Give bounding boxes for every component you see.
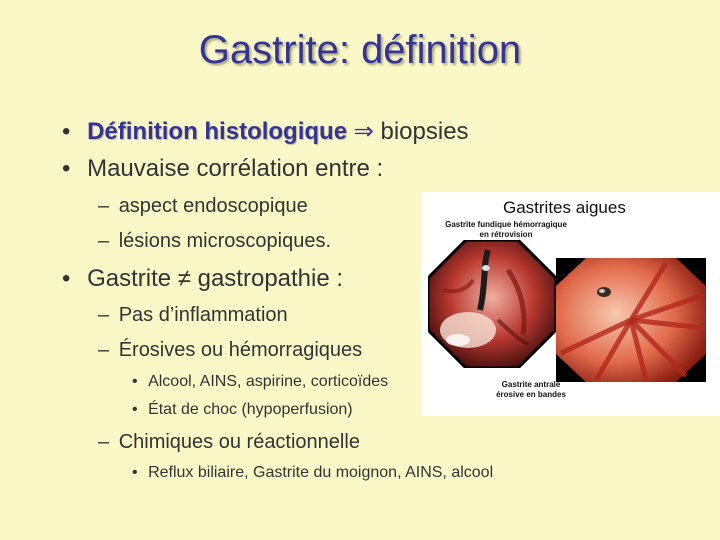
caption-antral-line2: érosive en bandes [496, 390, 566, 399]
correlation-text: Mauvaise corrélation entre : [87, 155, 384, 182]
sub-bullet-microscopic [98, 230, 331, 253]
endoscopy-figure [421, 192, 720, 416]
dash-marker: – [98, 431, 110, 453]
bullet-marker: • [62, 118, 71, 145]
sub-bullet-no-inflammation [98, 304, 288, 327]
caption-fundic-line1: Gastrite fundique hémorragique [445, 220, 567, 229]
microscopic-text: lésions microscopiques. [118, 230, 332, 252]
implies-arrow: ⇒ [353, 118, 374, 145]
gastropathy-text: Gastrite ≠ gastropathie : [87, 265, 344, 292]
no-inflammation-text: Pas d’inflammation [118, 304, 288, 326]
histology-label: Définition histologique [87, 118, 348, 145]
antral-erosive-photo [556, 258, 706, 382]
item-alcohol [132, 373, 388, 391]
bullet-marker: • [62, 155, 71, 182]
sub-bullet-erosive [98, 339, 362, 362]
caption-antral-line1: Gastrite antrale [501, 380, 561, 389]
caption-antral [481, 380, 581, 400]
bullet-marker: • [132, 373, 138, 390]
item-reflux [132, 464, 493, 482]
shock-text: État de choc (hypoperfusion) [148, 401, 353, 418]
dash-marker: – [98, 339, 110, 361]
caption-fundic [431, 220, 581, 240]
chemical-text: Chimiques ou réactionnelle [118, 431, 360, 453]
figure-title: Gastrites aigues [503, 198, 626, 217]
bullet-correlation [62, 155, 383, 183]
slide-title: Gastrite: définition [198, 28, 522, 72]
bullet-gastropathy [62, 265, 343, 293]
caption-fundic-line2: en rétrovision [479, 230, 533, 239]
biopsies-text: biopsies [373, 118, 469, 145]
dash-marker: – [98, 230, 110, 252]
dash-marker: – [98, 304, 110, 326]
sub-bullet-chemical [98, 431, 360, 454]
dash-marker: – [98, 195, 110, 217]
fundic-hemorrhagic-photo [428, 240, 556, 368]
sub-bullet-endoscopic [98, 195, 308, 218]
item-shock [132, 401, 353, 419]
bullet-histology [62, 117, 469, 146]
bullet-marker: • [132, 401, 138, 418]
bullet-marker: • [62, 265, 71, 292]
reflux-text: Reflux biliaire, Gastrite du moignon, AINS, alcool [148, 464, 494, 481]
erosive-text: Érosives ou hémorragiques [118, 339, 363, 361]
alcohol-text: Alcool, AINS, aspirine, corticoïdes [148, 373, 389, 390]
bullet-marker: • [132, 464, 138, 481]
endoscopic-text: aspect endoscopique [118, 195, 308, 217]
